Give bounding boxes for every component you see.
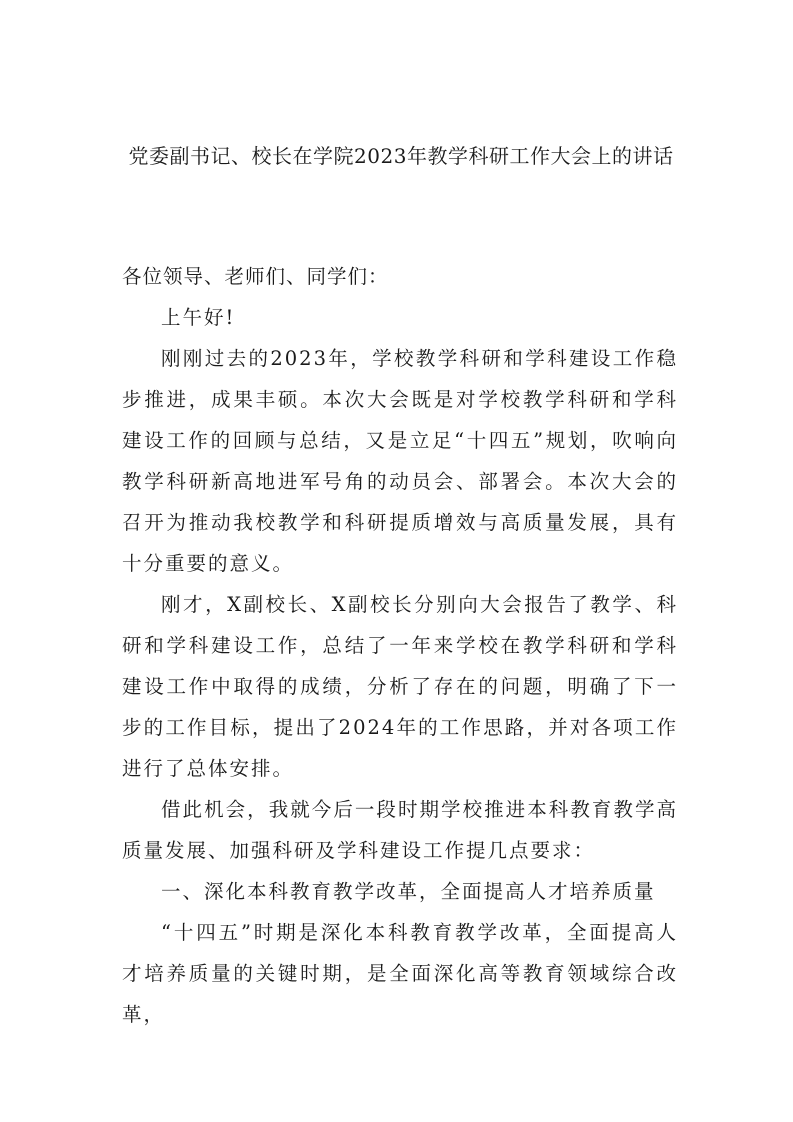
salutation: 各位领导、老师们、同学们： <box>122 265 389 288</box>
paragraph-2: 刚才，X副校长、X副校长分别向大会报告了教学、科研和学科建设工作，总结了一年来学校在教学科研和学科建设工作中取得的成绩，分析了存在的问题，明确了下一步的工作目标，提出了2024年的工作思路，并对各项工作进行了总体安排。 <box>122 593 678 780</box>
greeting: 上午好! <box>161 306 236 329</box>
paragraph-4: “十四五”时期是深化本科教育教学改革，全面提高人才培养质量的关键时期，是全面深化高等教育领域综合改革， <box>122 921 678 1026</box>
document-body <box>122 256 678 1035</box>
paragraph-3: 借此机会，我就今后一段时期学校推进本科教育教学高质量发展、加强科研及学科建设工作提几点要求： <box>122 798 678 862</box>
section-heading-1: 一、深化本科教育教学改革，全面提高人才培养质量 <box>161 880 656 903</box>
document-title: 党委副书记、校长在学院2023年教学科研工作大会上的讲话 <box>128 144 674 168</box>
paragraph-1: 刚刚过去的2023年，学校教学科研和学科建设工作稳步推进，成果丰硕。本次大会既是对学校教学科研和学科建设工作的回顾与总结，又是立足“十四五”规划，吹响向教学科研新高地进军号角的动员会、部署会。本次大会的召开为推动我校教学和科研提质增效与高质量发展，具有十分重要的意义。 <box>122 347 678 575</box>
